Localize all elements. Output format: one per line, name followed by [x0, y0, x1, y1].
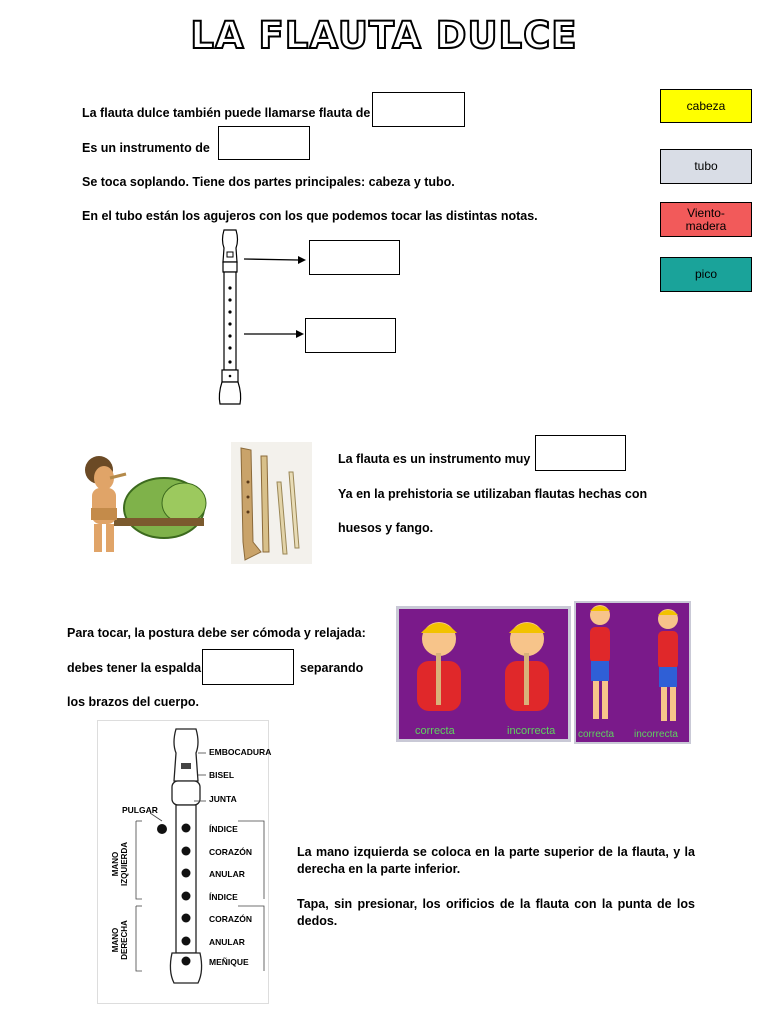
- label-menique: MEÑIQUE: [209, 957, 249, 967]
- label-junta: JUNTA: [209, 794, 237, 804]
- answer-blank-flauta-de[interactable]: [372, 92, 465, 127]
- caveman-flute-image: [74, 448, 214, 558]
- bone-flutes-photo: [231, 442, 312, 564]
- caption-incorrecta-1: incorrecta: [507, 725, 556, 737]
- label-bisel: BISEL: [209, 770, 235, 780]
- intro-line-3: Se toca soplando. Tiene dos partes principales: cabeza y tubo.: [82, 175, 455, 189]
- word-card-label: Viento-madera: [685, 205, 727, 233]
- history-line-3: huesos y fango.: [338, 521, 434, 535]
- label-anular-right: ANULAR: [209, 937, 245, 947]
- word-card-cabeza[interactable]: [660, 89, 752, 123]
- posture-standing-image: [574, 601, 691, 744]
- word-card-tubo[interactable]: [660, 149, 752, 184]
- history-line-2: Ya en la prehistoria se utilizaban flautas hechas con: [338, 487, 648, 501]
- seated-children-drawing: [399, 609, 568, 714]
- label-anular-left: ANULAR: [209, 869, 245, 879]
- label-indice-left: ÍNDICE: [209, 824, 238, 834]
- caption-incorrecta-2: incorrecta: [634, 729, 678, 740]
- posture-line-1: Para tocar, la postura debe ser cómoda y relajada:: [67, 626, 366, 640]
- answer-blank-muy[interactable]: [535, 435, 626, 471]
- posture-seated-image: [396, 606, 571, 742]
- posture-line-2a: debes tener la espalda: [67, 661, 202, 675]
- standing-children-drawing: [576, 603, 689, 728]
- intro-line-4: En el tubo están los agujeros con los que podemos tocar las distintas notas.: [82, 209, 538, 223]
- word-card-viento-madera[interactable]: [660, 202, 752, 237]
- label-pulgar: PULGAR: [122, 805, 158, 815]
- caption-correcta-1: correcta: [415, 725, 455, 737]
- fingering-diagram: [97, 720, 272, 1004]
- label-corazon-left: CORAZÓN: [209, 847, 252, 857]
- answer-blank-cabeza[interactable]: [309, 240, 400, 275]
- posture-line-3: los brazos del cuerpo.: [67, 695, 199, 709]
- answer-blank-espalda[interactable]: [202, 649, 294, 685]
- label-mano-izquierda: MANO IZQUIERDA: [111, 842, 129, 886]
- page-title: LA FLAUTA DULCE: [190, 14, 578, 57]
- posture-line-2b: separando: [300, 661, 364, 675]
- word-card-pico[interactable]: [660, 257, 752, 292]
- word-card-label: cabeza: [686, 98, 726, 113]
- label-embocadura: EMBOCADURA: [209, 747, 272, 757]
- word-card-label: pico: [694, 267, 717, 281]
- history-line-1: La flauta es un instrumento muy: [338, 452, 531, 466]
- caption-correcta-2: correcta: [578, 729, 615, 740]
- intro-line-2: Es un instrumento de: [82, 141, 210, 155]
- word-card-label: tubo: [694, 159, 718, 173]
- label-mano-derecha: MANO DERECHA: [111, 920, 129, 960]
- hands-paragraph-1: La mano izquierda se coloca en la parte superior de la flauta, y la derecha en la parte inferior.: [297, 845, 695, 876]
- answer-blank-tubo[interactable]: [305, 318, 396, 353]
- answer-blank-instrumento-de[interactable]: [218, 126, 310, 160]
- hands-paragraph-2: Tapa, sin presionar, los orificios de la flauta con la punta de los dedos.: [297, 897, 695, 928]
- label-indice-right: ÍNDICE: [209, 892, 238, 902]
- intro-line-1: La flauta dulce también puede llamarse flauta de: [82, 106, 371, 120]
- label-corazon-right: CORAZÓN: [209, 914, 252, 924]
